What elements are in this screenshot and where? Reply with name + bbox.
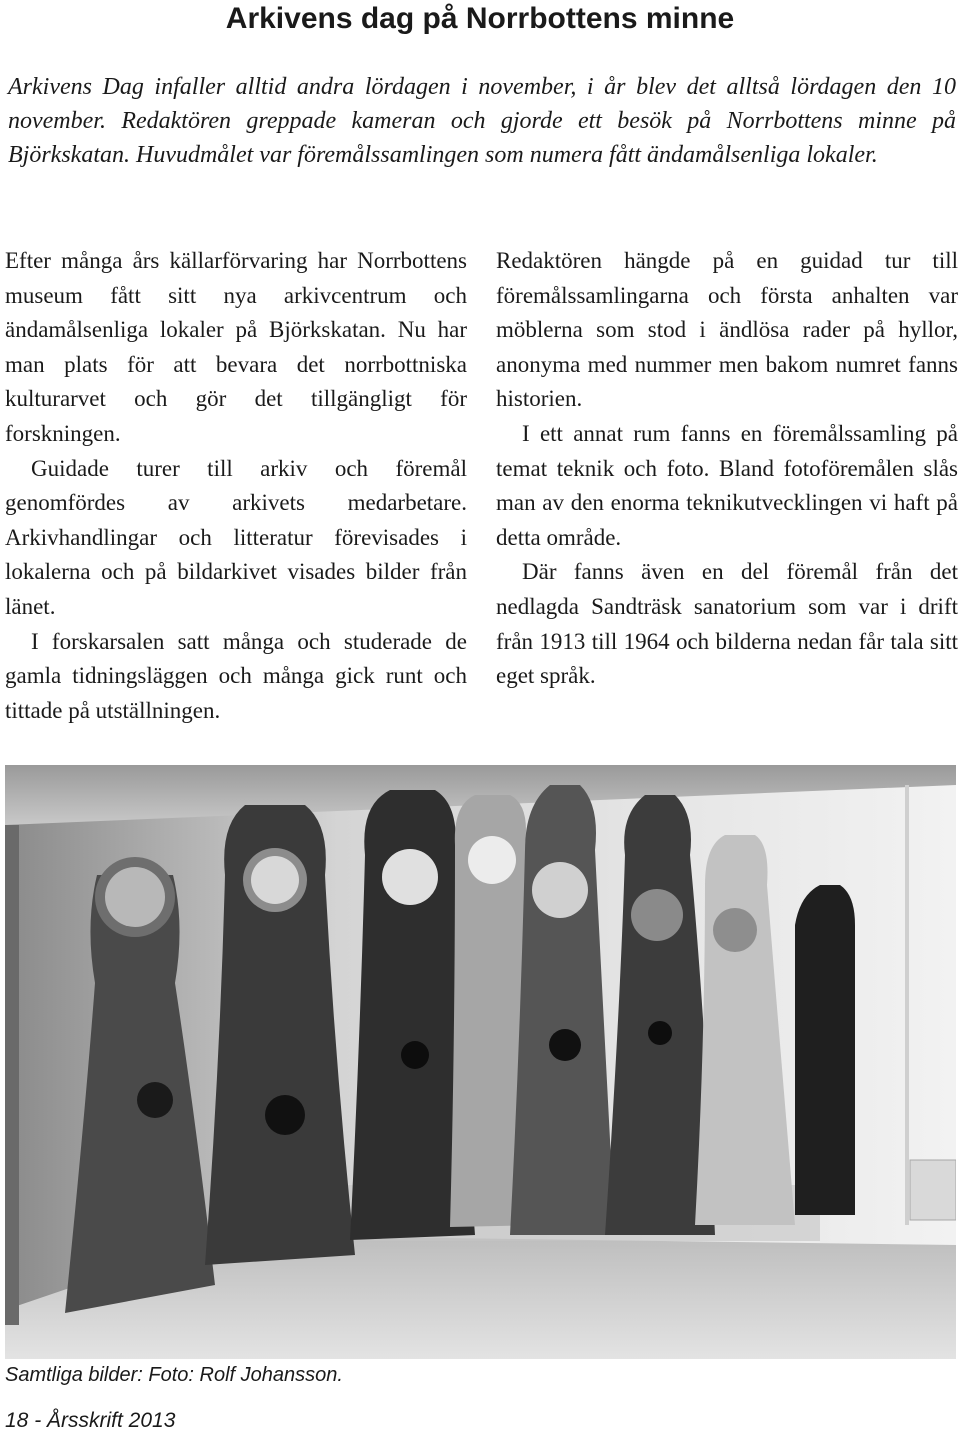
right-paragraph-1: Redaktören hängde på en guidad tur till föremålssamlingarna och första anhalten var möblerna som stod i ändlösa rader på hyllor, anonyma med nummer men bakom numret fanns historien. [496, 248, 958, 412]
right-paragraph-3: Där fanns även en del föremål från det nedlagda Sandträsk sanatorium som var i drift från 1913 till 1964 och bilderna nedan får tala sitt eget språk. [496, 559, 958, 689]
page-footer: 18 - Årsskrift 2013 [5, 1409, 176, 1432]
article-ingress: Arkivens Dag infaller alltid andra lördagen i november, i år blev det alltså lördagen den 10 november. Redaktören greppade kameran och gjorde ett besök på Norrbottens minne på Björkskatan. Huvudmålet var föremålssamlingen som numera fått ändamålsenliga lokaler. [8, 74, 956, 168]
article-title: Arkivens dag på Norrbottens minne [225, 2, 735, 35]
right-column [496, 244, 958, 694]
left-paragraph-2: Guidade turer till arkiv och föremål genomfördes av arkivets medarbetare. Arkivhandlingar och litteratur förevisades i lokalerna och på bildarkivet visades bilder från länet. [5, 455, 467, 619]
left-paragraph-3: I forskarsalen satt många och studerade de gamla tidningsläggen och många gick runt och tittade på utställningen. [5, 628, 467, 723]
right-paragraph-2: I ett annat rum fanns en föremålssamling på temat teknik och foto. Bland fotoföremålen slås man av den enorma teknikutvecklingen vi haft på detta område. [496, 420, 958, 550]
left-column [5, 244, 467, 728]
clock-8 [795, 885, 855, 1215]
clock-collection-photo [5, 765, 956, 1359]
left-paragraph-1: Efter många års källarförvaring har Norrbottens museum fått sitt nya arkivcentrum och ändamålsenliga lokaler på Björkskatan. Nu har man plats för att bevara det norrbottniska kulturarvet och gör det tillgängligt för forskningen. [5, 248, 467, 446]
photo-caption: Samtliga bilder: Foto: Rolf Johansson. [5, 1364, 343, 1386]
